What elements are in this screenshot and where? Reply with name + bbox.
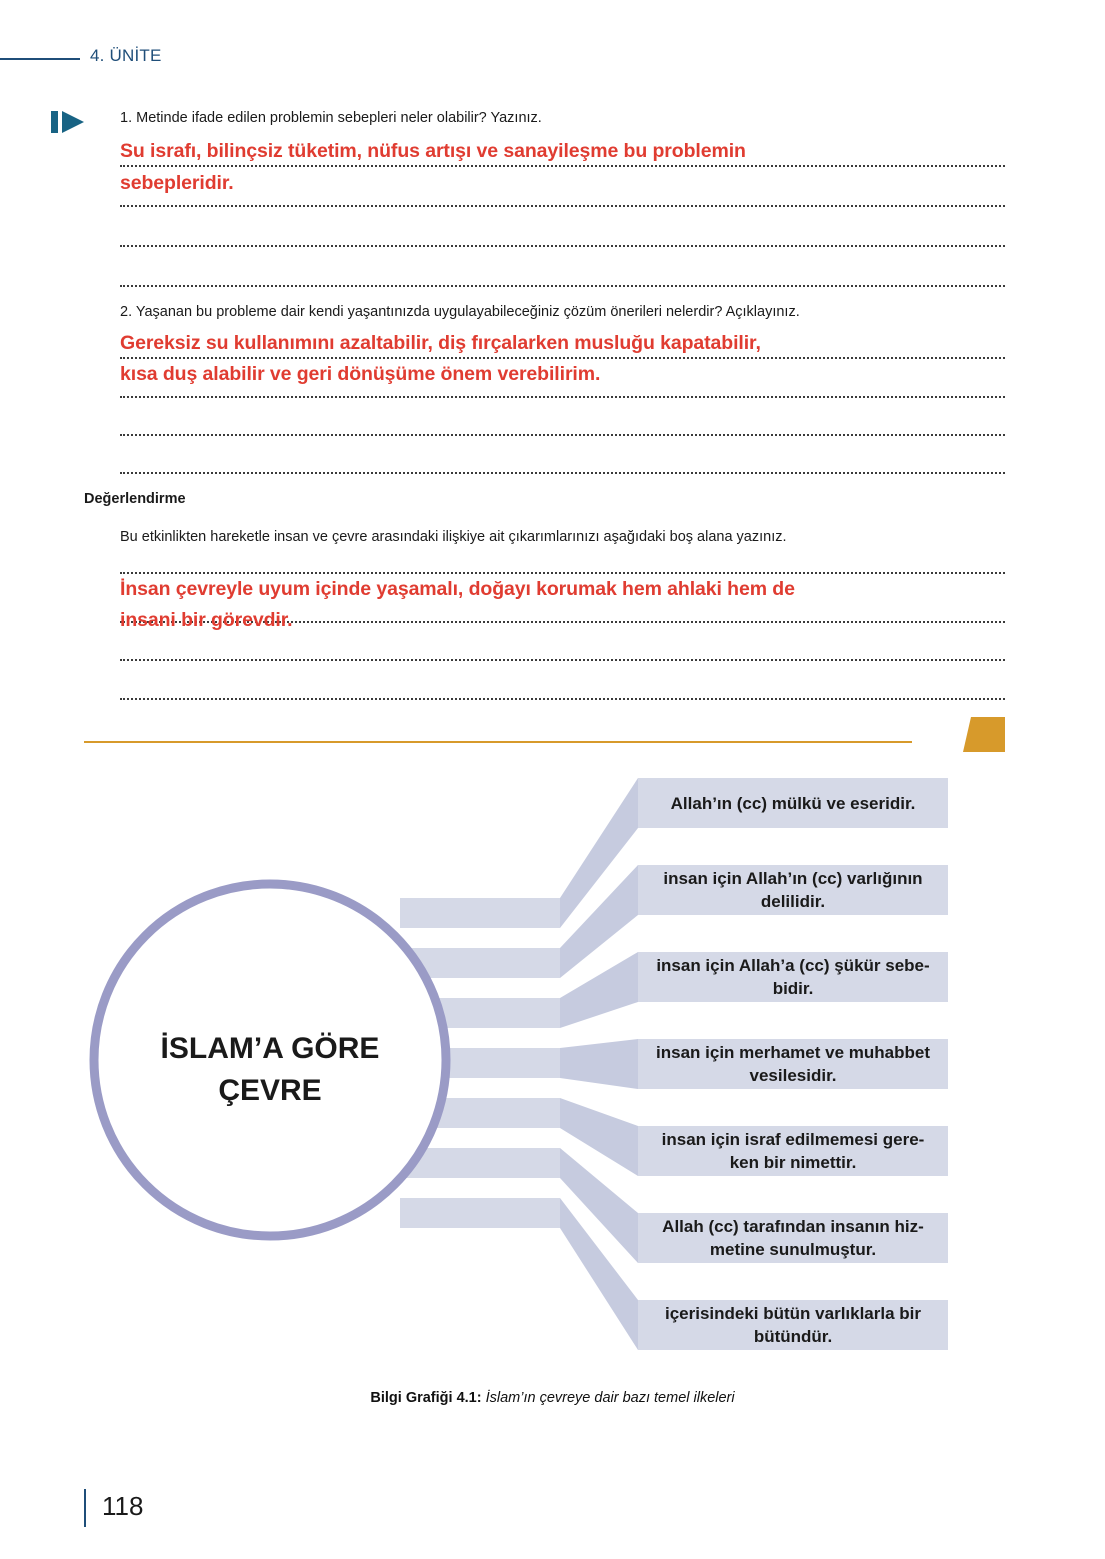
footer-rule: [84, 1489, 86, 1527]
node-1-line-1: Allah’ın (cc) mülkü ve eseridir.: [670, 794, 916, 813]
evaluation-rule-4: [120, 698, 1005, 700]
question-2-rule-4: [120, 472, 1005, 474]
islam-cevre-infographic: [0, 770, 1105, 1370]
evaluation-answer-line-2: insani bir görevdir.: [120, 609, 293, 631]
question-1-rule-3: [120, 245, 1005, 247]
figure-caption: [0, 1390, 1105, 1406]
node-connectors: [560, 778, 638, 1350]
node-7-line-2: bütündür.: [753, 1327, 833, 1346]
gold-tab-marker: [963, 717, 1005, 752]
evaluation-description: Bu etkinlikten hareketle insan ve çevre arasındaki ilişkiye ait çıkarımlarınızı aşağıdaki boş alana yazınız.: [120, 529, 787, 545]
node-3-line-2: bidir.: [772, 979, 814, 998]
evaluation-title: Değerlendirme: [84, 491, 186, 507]
unit-label: 4. ÜNİTE: [90, 46, 162, 65]
play-marker-icon: [51, 111, 86, 133]
question-1-rule-2: [120, 205, 1005, 207]
question-2-prompt: 2. Yaşanan bu probleme dair kendi yaşantınızda uygulayabileceğiniz çözüm önerileri nelerdir? Açıklayınız.: [120, 304, 800, 320]
node-2-line-1: insan için Allah’ın (cc) varlığının: [663, 869, 923, 888]
header-rule: [0, 58, 80, 60]
hub-label-line-2: ÇEVRE: [218, 1074, 322, 1107]
evaluation-rule-3: [120, 659, 1005, 661]
evaluation-rule-1: [120, 572, 1005, 574]
question-1-answer-line-1: Su israfı, bilinçsiz tüketim, nüfus artışı ve sanayileşme bu problemin: [120, 140, 746, 162]
question-2-rule-3: [120, 434, 1005, 436]
page-number: 118: [102, 1491, 144, 1521]
question-2-rule-2: [120, 396, 1005, 398]
node-5-line-2: ken bir nimettir.: [729, 1153, 857, 1172]
evaluation-answer-line-1: İnsan çevreyle uyum içinde yaşamalı, doğayı korumak hem ahlaki hem de: [120, 578, 795, 600]
node-4-line-1: insan için merhamet ve muhabbet: [656, 1043, 930, 1062]
node-4-line-2: vesilesidir.: [749, 1066, 837, 1085]
hub-label-line-1: İSLAM’A GÖRE: [160, 1032, 380, 1065]
question-1-prompt: 1. Metinde ifade edilen problemin sebepleri neler olabilir? Yazınız.: [120, 110, 542, 126]
node-2-line-2: delilidir.: [760, 892, 826, 911]
node-boxes: [638, 778, 948, 1350]
section-divider-rule: [84, 741, 912, 743]
node-7-line-1: içerisindeki bütün varlıklarla bir: [664, 1304, 922, 1323]
figure-caption-label: Bilgi Grafiği 4.1:: [370, 1390, 482, 1406]
node-5-line-1: insan için israf edilmemesi gere-: [661, 1130, 925, 1149]
question-1-rule-4: [120, 285, 1005, 287]
question-2-answer-line-1: Gereksiz su kullanımını azaltabilir, diş fırçalarken musluğu kapatabilir,: [120, 332, 761, 354]
node-3-line-1: insan için Allah’a (cc) şükür sebe-: [656, 956, 930, 975]
question-1-answer-line-2: sebepleridir.: [120, 172, 234, 194]
question-2-answer-line-2: kısa duş alabilir ve geri dönüşüme önem verebilirim.: [120, 363, 601, 385]
figure-caption-text: İslam’ın çevreye dair bazı temel ilkeleri: [485, 1390, 735, 1406]
node-6-line-1: Allah (cc) tarafından insanın hiz-: [662, 1217, 924, 1236]
question-2-rule-1: [120, 357, 1005, 359]
question-1-rule-1: [120, 165, 1005, 167]
node-6-line-2: metine sunulmuştur.: [709, 1240, 877, 1259]
